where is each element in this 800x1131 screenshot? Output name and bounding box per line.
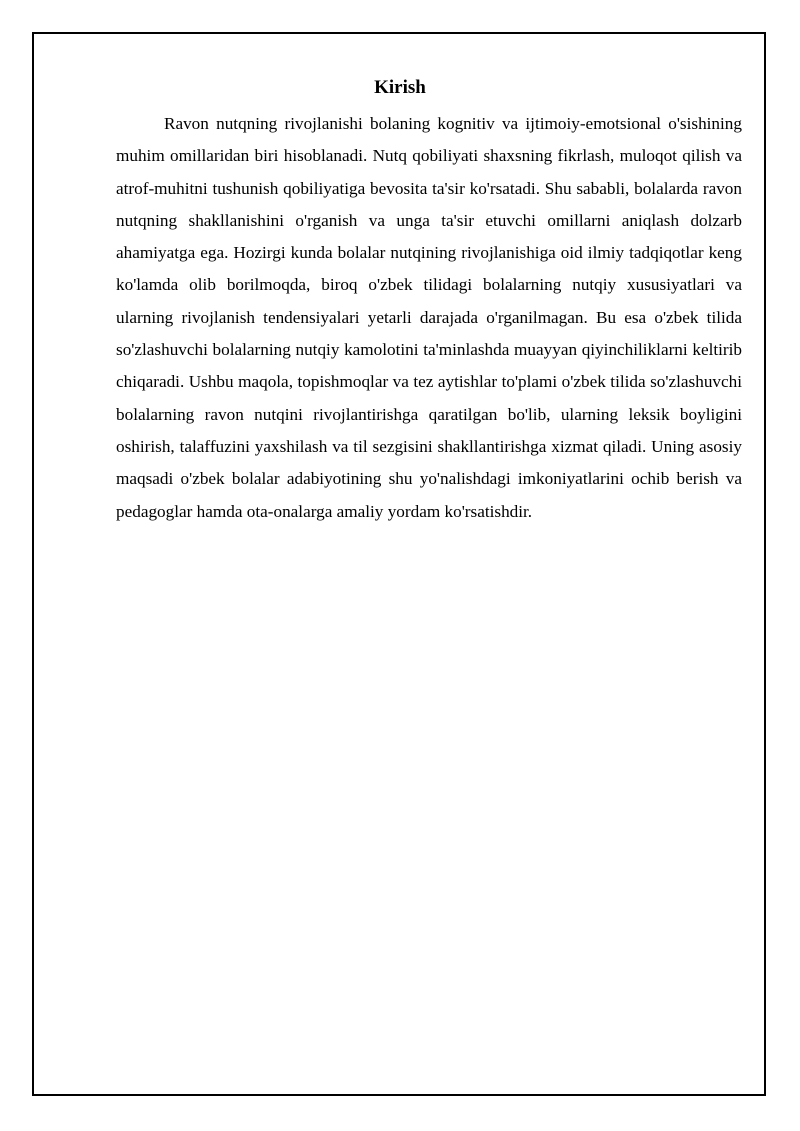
document-title: Kirish xyxy=(374,77,426,98)
body-paragraph: Ravon nutqning rivojlanishi bolaning kognitiv va ijtimoiy-emotsional o'sishining muhim omillaridan biri hisoblanadi. Nutq qobiliyati shaxsning fikrlash, muloqot qilish va atrof-muhitni tushunish qobiliyatiga bevosita ta'sir ko'rsatadi. Shu sababli, bolalarda ravon nutqning shakllanishini o'rganish va unga ta'sir etuvchi omillarni aniqlash dolzarb ahamiyatga ega. Hozirgi kunda bolalar nutqining rivojlanishiga oid ilmiy tadqiqotlar keng ko'lamda olib borilmoqda, biroq o'zbek tilidagi bolalarning nutqiy xususiyatlari va ularning rivojlanish tendensiyalari yetarli darajada o'rganilmagan. Bu esa o'zbek tilida so'zlashuvchi bolalarning nutqiy kamolotini ta'minlashda muayyan qiyinchiliklarni keltirib chiqaradi. Ushbu maqola, topishmoqlar va tez aytishlar to'plami o'zbek tilida so'zlashuvchi bolalarning ravon nutqini rivojlantirishga qaratilgan bo'lib, ularning leksik boyligini oshirish, talaffuzini yaxshilash va til sezgisini shakllantirishga xizmat qiladi. Uning asosiy maqsadi o'zbek bolalar adabiyotining shu yo'nalishdagi imkoniyatlarini ochib berish va pedagoglar hamda ota-onalarga amaliy yordam ko'rsatishdir. xyxy=(116,114,742,521)
